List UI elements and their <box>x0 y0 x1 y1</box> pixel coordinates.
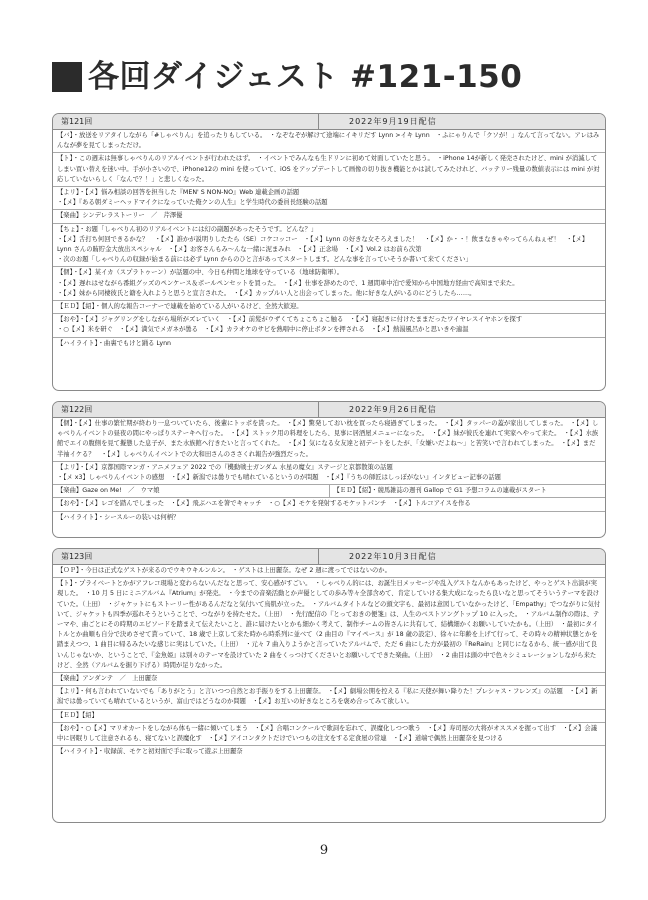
digest-row: 【おや】・【メ】レゴを踏んでしまった ・【メ】飛ぶハエを箸でキャッチ ・○【メ】モケを発射するモケットパンチ ・【メ】トルコアイスを作る <box>53 498 605 511</box>
digest-row: 【個】・【メ】某イカ（スプラトゥーン）が話題の中、今日も仲間と地球を守っている（地球防衛軍）。 ・【メ】遅れはせながら番組グッズのペンケース＆ボールペンセットを買った。 ・【メ】仕事を辞めたので、1 週間車中泊で愛知から中国地方経由で高知まで来た。 ・【メ】妹から同棲彼氏と籍を入れようと思うと宣言された。 ・【メ】カップルい人と出会ってしまった。他に好きな人がいるのにどうしたら……。 <box>53 267 605 301</box>
episode-rows <box>53 565 605 758</box>
digest-row: 【バ】・放送をリアタイしながら「#しゃべりん」を追ったりもしている。 ・なぞなぞが解けて途端にイキリだす Lynn >イキ Lynn ・ふにゃりんで「クソが！」なんて言ってない。アレはみんなが夢を見てしまっただけ。 <box>53 130 605 153</box>
digest-row: 【ハイライト】・曲裏でもけと踊る Lynn <box>57 339 172 347</box>
page-number: 9 <box>319 843 329 858</box>
digest-row: 【ハイライト】・収録前、モケと初対面で手に取って遊ぶ上田麗奈 <box>57 748 243 756</box>
digest-row: 【ト】・この週末は無事しゃべりんのリアルイベントが行われたはず。 ・イベントでみんなも生ドリンに初めて対面していたと思う。 ・iPhone 14が新しく発売されたけど、mini が消滅してしまい買い替えを迷い中。手が小さいので、iPhone12の mini を使っていて、iOS をアップデートして画像の切り抜き機能とかは試してみたけれど、バッテリー残量の数値表示には mini が対応していないらしく「なんで？！」と悲しくなった。 <box>53 153 605 187</box>
episode-number: 第122回 <box>61 405 93 414</box>
episode-121-box <box>52 113 606 391</box>
digest-row: 【ＥＤ】【紹】 <box>53 710 605 723</box>
page-title <box>52 52 522 102</box>
digest-cell: 【楽曲】Gaze on Me! ／ ウマ娘 <box>57 487 160 495</box>
digest-row: 【よリ】・何も言われていないでも「ありがとう」と言いつつ自然とお手振りをする上田麗奈。 ・【メ】劇場公開を控える『私に天使が舞い降りた！プレシャス・フレンズ』の話題 ・【メ】新潟では曇っていても晴れているというが、富山ではどうなのか問題 ・【メ】お互いの好きなところを褒め合ってみて欲しい。 <box>53 686 605 709</box>
digest-row: 【ハイライト】・シースルーの装いは何柄？ <box>57 513 180 521</box>
digest-row: 【楽曲】アンダンテ ／ 上田麗奈 <box>53 673 605 686</box>
episode-header <box>53 549 605 565</box>
digest-row: 【よリ】・【メ】悩み相談の回答を担当した『MEN' S NON-NO』Web 連載企画の話題 ・【メ】『ある朝ダミーヘッドマイクになっていた俺クンの人生』と学生時代の委員長経験の話題 <box>53 187 605 210</box>
digest-row: 【おや】・【メ】ジャグリングをしながら場所がズレていく ・【メ】前髪がウザくてちょこちょこ触る ・【メ】寝起きに付けたままだったワイヤレスイヤホンを探す ・○【メ】米を研ぐ ・【メ】満気でメガネが曇る ・【メ】カラオケのサビを熱唱中に停止ボタンを押される ・【メ】熱湯風呂かと思いきや適温 <box>53 314 605 337</box>
digest-row: 【個】・【メ】仕事の繁忙期が終わり一息ついていたら、後輩にトッポを貰った。 ・【メ】驚発しておい枕を買ったら寝過ぎてしまった。 ・【メ】タッパーの蓋が家出してしまった。 ・【メ】しゃべりんイベントの昼夜の間にやっぱりステーキへ行った。 ・【メ】ストック用の料理をしたら、見事に居酒屋メニューになった。 ・【メ】妹が彼氏を連れて実家へやって来た。 ・【メ】水族館でエイの腹側を見て擬態した息子が、また水族館へ行きたいと言ってくれた。 ・【メ】気になる女友達と初デートをしたが、「女嫌いだよね～」と苦笑いで言われてしまった。 ・【メ】まだ半袖イケる？ ・【メ】しゃべりんイベントでの大和田さんのささくれ報告が強烈だった。 <box>53 418 605 462</box>
episode-number: 第121回 <box>61 117 93 126</box>
episode-date: 2022年9月26日配信 <box>318 402 605 417</box>
page-title-text: 各回ダイジェスト #121-150 <box>88 58 523 95</box>
digest-row: 【ＯＰ】・今日は正式なゲストが来るのでウキウキルンルン。 ・ゲストは上田麗奈。なぜ 2 週に渡ってではないのか。 <box>53 565 605 578</box>
digest-row: 【楽曲】シンデレラストーリー ／ 芹澤優 <box>53 210 605 223</box>
episode-header <box>53 114 605 130</box>
digest-cell: 【ＥＤ】【紹】・競馬雑誌の週刊 Gallop で G1 予想コラムの連載がスタート <box>329 485 606 497</box>
episode-date: 2022年10月3日配信 <box>318 549 605 564</box>
digest-row: 【よリ】・【メ】京都国際マンガ・アニメフェア 2022 での『機動戦士ガンダム 水星の魔女』ステージと京都散策の話題 ・【メ x3】しゃべりんイベントの感想 ・【メ】新潟では曇りでも晴れているというのが問題 ・【メ】『うちの師匠はしっぽがない』インタビュー記事の話題 <box>53 462 605 485</box>
episode-123-box <box>52 548 606 823</box>
episode-date: 2022年9月19日配信 <box>318 114 605 129</box>
digest-row: 【ＥＤ】【紹】・個人的な報告コーナーで連載を始めている人がいるけど、全然大歓迎。 <box>53 301 605 314</box>
digest-row: 【ちょ】・お題「しゃべりん初のリアルイベントには幻の副題があったそうです。どんな？」 ・【メ】舌打ち何回できるかな？ ・【メ】誰かが説明りしたたら（SE）コケコッコー ・【メ】Lynn の好きな女そろえました！ ・【メ】か・・！飲まなきゃやってらんねぇぜ！ ・【メ】Lynn さんの賄貯金大放出スペシャル ・【メ】お客さんもみ～んな一緒に泥まみれ ・【メ】正念場 ・【メ】Vol.2 はお前ら次第 ・次のお題「しゃべりんの収録が始まる前には必ず Lynn からのひと言があってスタートします。どんな事を言っていそうか書いて来てください」 <box>53 224 605 268</box>
digest-row: 【おや】・○【メ】マリオカートをしながら体も一緒に傾いてしまう ・【メ】合唱コンクールで歌詞を忘れて、誤魔化しつつ歌う ・【メ】寿司屋の大将がオススメを握って出す ・【メ】会議中に居眠りして注意されるも、寝てないと誤魔化す ・【メ】アイコンタクトだけでいつもの注文をする定食屋の常連 ・【メ】道端で偶然上田麗奈を見つける <box>53 723 605 746</box>
episode-122-box <box>52 401 606 538</box>
title-square-mark <box>52 62 82 92</box>
episode-header <box>53 402 605 418</box>
digest-row: 【ト】・プライベートとかがアフレコ現場と変わらないんだなと思って、安心感がすごい。 ・しゃべりん的には、お誕生日メッセージや乱入ゲストなんかもあったけど、やっとゲスト出演が実現した。 ・10 月 5 日にミニアルバム『Atrium』が発売。 ・今までの音楽活動とか声優としての歩み等々全部含めて、肯定していける集大成になったら良いなと思ってそういうテーマを設けていた。（上田） ・ジャケットにもストーリー性があるんだなと気付いて鳥肌が立った。 ・アルバムタイトルなどの頭文字も、最初は意図していなかったけど、「Empathy」でつながりに気付いて、ジャケットも四季が巡れそうということで、つながりを持たせた。（上田） ・先行配信の『とっておきの便箋』は、人生のベストソングトップ 10 に入った。 ・アルバム制作の際は、テーマや、曲ごとにその時期のエピソードを踏まえて伝えたいこと、誰に届けたいとかも細かく考えて、制作チームの皆さんに共有して、結構細かくお願いしていたかも。（上田） ・最初にタイトルとか曲順も自分で決めさせて貰っていて、18 歳で上京して来た時から時系列に並べて（2 曲目の『マイペース』が 18 歳の設定）、徐々に年齢を上げて行って、その時々の精神状態とかを踏まえつつ、1 曲目に帰るみたいな感じに実はしていた。（上田） ・元々 7 曲入りようかと言っていたアルバムで、ただ 6 曲にした方が最初の『ReRain』と同じになるから、統一感が出て良いんじゃないか、ということで、『金魚姫』は別々のテーマを設けていた 2 曲をくっつけてくださいとお願いしてできた楽曲。（上田） ・2 曲目は頭の中で色々シミュレーションしながら来たけど、全然（アルバムを掘り下げる）時間が足りなかった。 <box>53 578 605 673</box>
digest-row-split <box>53 485 605 498</box>
episode-rows <box>53 418 605 524</box>
episode-rows <box>53 130 605 350</box>
episode-number: 第123回 <box>61 552 93 561</box>
